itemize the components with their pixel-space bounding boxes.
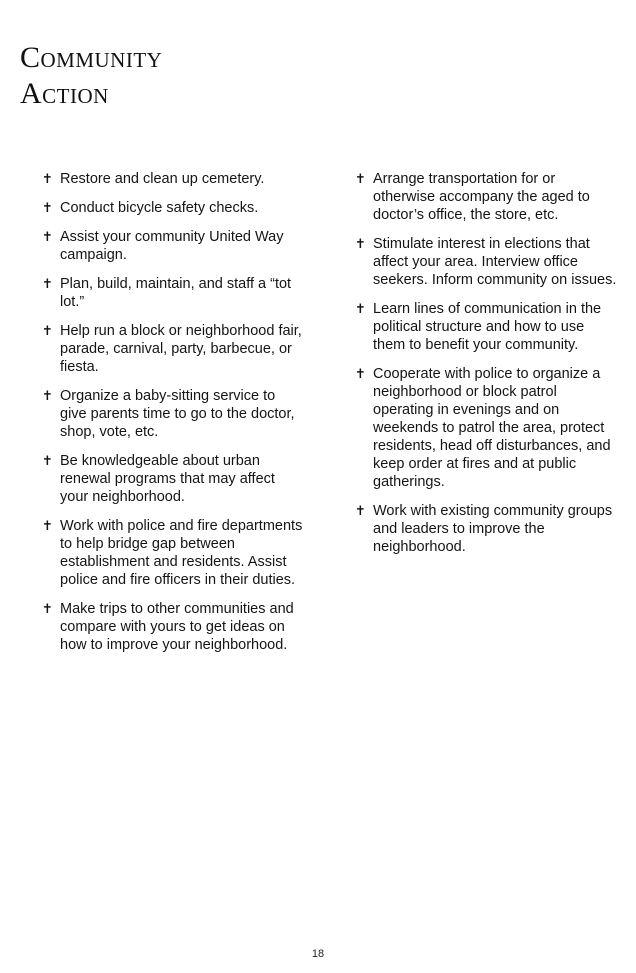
list-item-text: Cooperate with police to organize a neighborhood or block patrol operating in evenings and on weekends to patrol the area, protect residents, head off disturbances, and keep order at fires and at public gatherings. (373, 366, 611, 490)
page-title-line-1: Community (20, 41, 163, 74)
list-item-text: Make trips to other communities and compare with yours to get ideas on how to improve your neighborhood. (60, 601, 294, 653)
cross-bullet-icon: ✝ (42, 518, 53, 533)
page-number: 18 (311, 948, 325, 960)
list-item (42, 199, 304, 217)
list-item-text: Be knowledgeable about urban renewal programs that may affect your neighborhood. (60, 453, 275, 505)
list-item (42, 517, 304, 589)
cross-bullet-icon: ✝ (42, 601, 53, 616)
cross-bullet-icon: ✝ (42, 323, 53, 338)
left-column-list (42, 170, 304, 665)
list-item-text: Plan, build, maintain, and staff a “tot lot.” (60, 276, 292, 310)
page-title-line-2: Action (20, 77, 109, 110)
page-title (20, 40, 162, 112)
list-item-text: Organize a baby-sitting service to give parents time to go to the doctor, shop, vote, etc. (60, 388, 295, 440)
list-item-text: Conduct bicycle safety checks. (60, 200, 259, 216)
list-item-text: Work with existing community groups and leaders to improve the neighborhood. (373, 503, 613, 555)
cross-bullet-icon: ✝ (42, 229, 53, 244)
cross-bullet-icon: ✝ (42, 200, 53, 215)
list-item (42, 170, 304, 188)
list-item-text: Work with police and fire departments to help bridge gap between establishment and residents. Assist police and fire officers in their duties. (60, 518, 303, 588)
cross-bullet-icon: ✝ (355, 171, 366, 186)
list-item (355, 235, 617, 289)
list-item (42, 600, 304, 654)
cross-bullet-icon: ✝ (355, 236, 366, 251)
cross-bullet-icon: ✝ (42, 453, 53, 468)
list-item-text: Learn lines of communication in the political structure and how to use them to benefit your community. (373, 301, 602, 353)
right-column-list (355, 170, 617, 567)
list-item (355, 502, 617, 556)
cross-bullet-icon: ✝ (355, 366, 366, 381)
list-item (42, 452, 304, 506)
list-item (42, 228, 304, 264)
cross-bullet-icon: ✝ (42, 171, 53, 186)
list-item (42, 387, 304, 441)
list-item-text: Assist your community United Way campaign. (60, 229, 284, 263)
list-item (355, 365, 617, 491)
list-item (355, 300, 617, 354)
list-item (42, 322, 304, 376)
cross-bullet-icon: ✝ (355, 503, 366, 518)
cross-bullet-icon: ✝ (355, 301, 366, 316)
cross-bullet-icon: ✝ (42, 388, 53, 403)
list-item-text: Restore and clean up cemetery. (60, 171, 265, 187)
list-item (42, 275, 304, 311)
list-item-text: Help run a block or neighborhood fair, parade, carnival, party, barbecue, or fiesta. (60, 323, 302, 375)
list-item-text: Arrange transportation for or otherwise accompany the aged to doctor’s office, the store, etc. (373, 171, 590, 223)
cross-bullet-icon: ✝ (42, 276, 53, 291)
list-item-text: Stimulate interest in elections that affect your area. Interview office seekers. Inform community on issues. (373, 236, 617, 288)
list-item (355, 170, 617, 224)
